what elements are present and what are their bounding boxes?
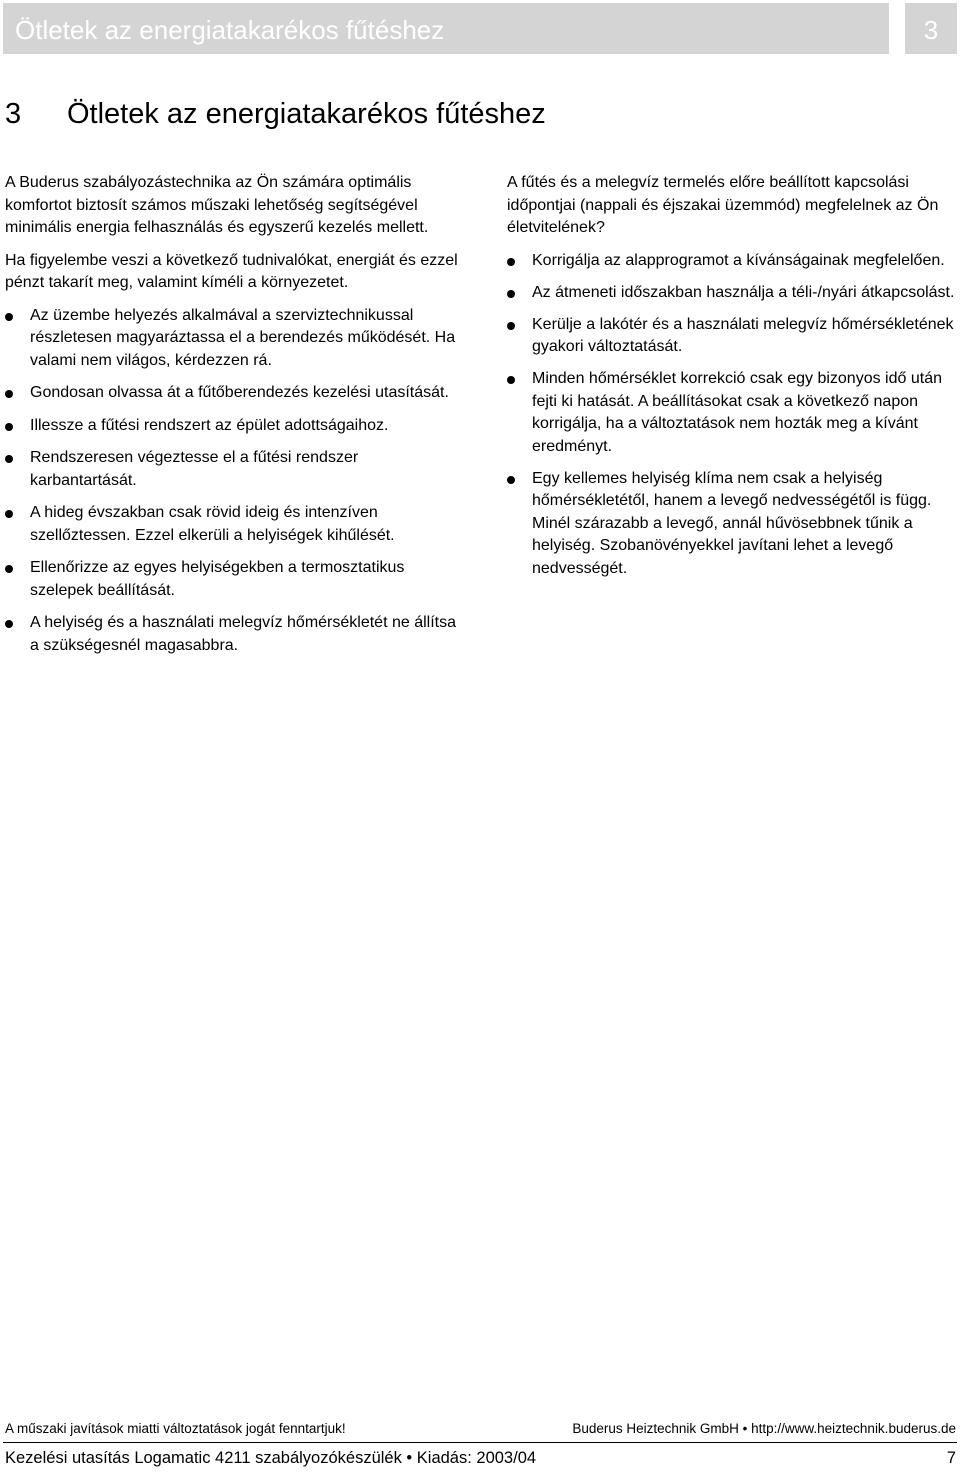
list-item — [5, 557, 465, 602]
list-item — [5, 502, 465, 547]
bullet-icon — [5, 390, 13, 398]
chapter-number-box — [905, 3, 957, 54]
list-item-text: Gondosan olvassa át a fűtőberendezés kezelési utasítását. — [30, 384, 449, 401]
bullet-icon — [5, 313, 13, 321]
section-heading — [5, 98, 546, 131]
section-number: 3 — [5, 98, 22, 130]
list-item — [507, 314, 959, 359]
list-item-text: Rendszeresen végeztesse el a fűtési rendszer karbantartását. — [30, 449, 359, 489]
savings-paragraph: Ha figyelembe veszi a következő tudnivalókat, energiát és ezzel pénzt takarít meg, valamint kíméli a környezetet. — [5, 251, 458, 291]
list-item — [5, 382, 465, 405]
left-column — [5, 172, 465, 667]
list-item — [507, 250, 959, 273]
page-number: 7 — [946, 1449, 956, 1467]
bullet-icon — [5, 510, 13, 518]
section-title: Ötletek az energiatakarékos fűtéshez — [67, 98, 546, 130]
left-bullet-list — [5, 305, 465, 658]
footer-disclaimer: A műszaki javítások miatti változtatások jogát fenntartjuk! — [5, 1421, 346, 1436]
list-item-text: Illessze a fűtési rendszert az épület adottságaihoz. — [30, 416, 389, 434]
list-item — [5, 305, 465, 373]
list-item — [5, 612, 465, 657]
bullet-icon — [5, 455, 13, 463]
running-header-title: Ötletek az energiatakarékos fűtéshez — [15, 15, 445, 45]
running-header-bar — [3, 3, 889, 54]
bullet-icon — [5, 565, 13, 573]
list-item-text: A helyiség és a használati melegvíz hőmérsékletét ne állítsa a szükségesnél magasabbra. — [30, 614, 457, 654]
right-intro-paragraph: A fűtés és a melegvíz termelés előre beállított kapcsolási időpontjai (nappali és éjszakai üzemmód) megfelelnek az Ön életvitelének? — [507, 174, 939, 236]
list-item — [507, 368, 959, 458]
bullet-icon — [507, 376, 515, 384]
bullet-icon — [507, 322, 515, 330]
list-item-text: Az átmeneti időszakban használja a téli-/nyári átkapcsolást. — [532, 283, 955, 301]
right-column — [507, 172, 959, 590]
bullet-icon — [5, 423, 13, 431]
footer-company: Buderus Heiztechnik GmbH • http://www.heiztechnik.buderus.de — [572, 1421, 956, 1436]
list-item — [5, 447, 465, 492]
bullet-icon — [507, 258, 515, 266]
list-item-text: Korrigálja az alapprogramot a kívánságainak megfelelően. — [532, 251, 945, 269]
bullet-icon — [507, 290, 515, 298]
chapter-number: 3 — [923, 15, 939, 45]
list-item-text: Minden hőmérséklet korrekció csak egy bizonyos idő után fejti ki hatását. A beállításokat csak a következő napon korrigálja, ha a változtatások nem hozták meg a kívánt eredményt. — [532, 370, 942, 455]
list-item-text: Kerülje a lakótér és a használati melegvíz hőmérsékletének gyakori változtatását. — [532, 315, 954, 355]
footer-divider — [3, 1442, 957, 1443]
bullet-icon — [507, 476, 515, 484]
list-item — [5, 415, 465, 438]
list-item-text: Ellenőrizze az egyes helyiségekben a termosztatikus szelepek beállítását. — [30, 559, 405, 599]
list-item — [507, 468, 959, 581]
list-item-text: A hideg évszakban csak rövid ideig és intenzíven szellőztessen. Ezzel elkerüli a helyiségek kihűlését. — [30, 504, 395, 544]
list-item-text: Az üzembe helyezés alkalmával a szerviztechnikussal részletesen magyaráztassa el a berendezés működését. Ha valami nem világos, kérdezzen rá. — [30, 306, 456, 369]
list-item-text: Egy kellemes helyiség klíma nem csak a helyiség hőmérsékletétől, hanem a levegő nedvességétől is függ. Minél szárazabb a levegő, annál hűvösebbnek tűnik a helyiség. Szobanövényekkel javítani lehet a levegő nedvességét. — [532, 469, 932, 577]
bullet-icon — [5, 620, 13, 628]
intro-paragraph: A Buderus szabályozástechnika az Ön számára optimális komfortot biztosít számos műszaki lehetőség segítségével minimális energia felhasználás és egyszerű kezelés mellett. — [5, 174, 429, 236]
list-item — [507, 282, 959, 305]
right-bullet-list — [507, 250, 959, 581]
footer-document-title: Kezelési utasítás Logamatic 4211 szabályozókészülék • Kiadás: 2003/04 — [5, 1449, 537, 1467]
